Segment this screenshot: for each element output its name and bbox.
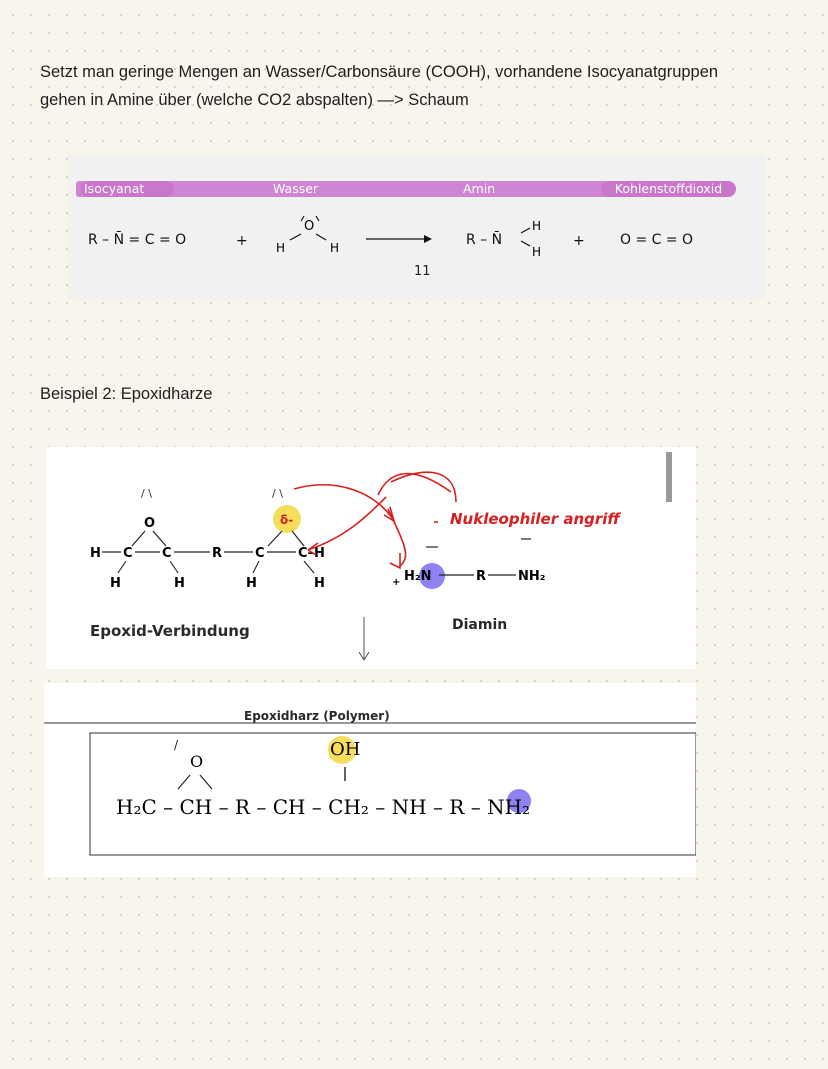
header-kohlenstoffdioxid: Kohlenstoffdioxid xyxy=(601,181,736,197)
diamin-plus: + xyxy=(392,577,401,588)
atom-r: R xyxy=(212,546,223,561)
atom-h-1: H xyxy=(90,546,101,561)
polymer-label: Epoxidharz (Polymer) xyxy=(244,709,390,723)
header-wasser: Wasser xyxy=(273,181,319,196)
page-number: 11 xyxy=(414,264,431,279)
diamin-nh2: NH₂ xyxy=(518,569,546,584)
svg-text:/: / xyxy=(174,738,179,752)
atom-h-2: H xyxy=(110,576,121,591)
water-hydrogen-right: H xyxy=(330,241,340,255)
atom-c-2: C xyxy=(162,546,172,561)
example-2-title: Beispiel 2: Epoxidharze xyxy=(40,385,213,403)
electron-arrow-2 xyxy=(308,497,386,550)
header-amin: Amin xyxy=(463,181,496,196)
intro-line-2: gehen in Amine über (welche CO2 abspalten) —> Schaum xyxy=(40,91,469,109)
header-isocyanat: Isocyanat xyxy=(80,181,174,197)
epoxide-compound-label: Epoxid-Verbindung xyxy=(90,622,250,640)
polymer-panel xyxy=(44,683,696,877)
polymer-oh: OH xyxy=(330,739,361,760)
atom-c-h: C–H xyxy=(298,546,325,561)
isocyanate-formula: R – N̄ = C = O xyxy=(88,232,187,248)
epoxide-reaction-panel xyxy=(46,447,696,669)
svg-text:/ \: / \ xyxy=(272,487,283,500)
reaction-arrow xyxy=(364,231,434,247)
epoxide-oxygen-left: O xyxy=(144,516,156,531)
intro-line-1: Setzt man geringe Mengen an Wasser/Carbonsäure (COOH), vorhandene Isocyanatgruppen xyxy=(40,63,719,81)
amine-formula: R – N̄ xyxy=(466,232,503,248)
plus-sign-2: + xyxy=(573,233,585,249)
plus-sign-1: + xyxy=(236,233,248,249)
isocyanate-reaction-panel xyxy=(68,155,765,299)
water-hydrogen-left: H xyxy=(276,241,286,255)
gray-marker xyxy=(666,452,672,502)
diamin-r: R xyxy=(476,569,487,584)
amine-hydrogen-bottom: H xyxy=(532,245,542,259)
delta-minus-label: δ- xyxy=(280,513,294,527)
diamin-label: Diamin xyxy=(452,617,508,633)
polymer-drawing xyxy=(44,683,696,877)
amine-hydrogen-top: H xyxy=(532,219,542,233)
water-oxygen: O xyxy=(304,219,315,234)
atom-h-4: H xyxy=(246,576,257,591)
diamin-h2n: H₂N xyxy=(404,569,432,584)
polymer-epoxide-oxygen: O xyxy=(190,752,204,771)
polymer-chain: H₂C – CH – R – CH – CH₂ – NH – R – NH₂ xyxy=(116,795,531,819)
svg-text:/ \: / \ xyxy=(141,487,152,500)
amine-hydrogens xyxy=(516,217,552,261)
co2-formula: O = C = O xyxy=(620,232,694,248)
nucleophile-arrow xyxy=(378,474,451,495)
water-molecule xyxy=(268,213,348,263)
intro-text xyxy=(40,58,800,114)
polymer-box xyxy=(90,733,696,855)
atom-c-3: C xyxy=(255,546,265,561)
atom-c-1: C xyxy=(123,546,133,561)
atom-h-5: H xyxy=(314,576,325,591)
atom-h-3: H xyxy=(174,576,185,591)
nucleophilic-attack-annotation: Nukleophiler angriff xyxy=(450,510,620,528)
